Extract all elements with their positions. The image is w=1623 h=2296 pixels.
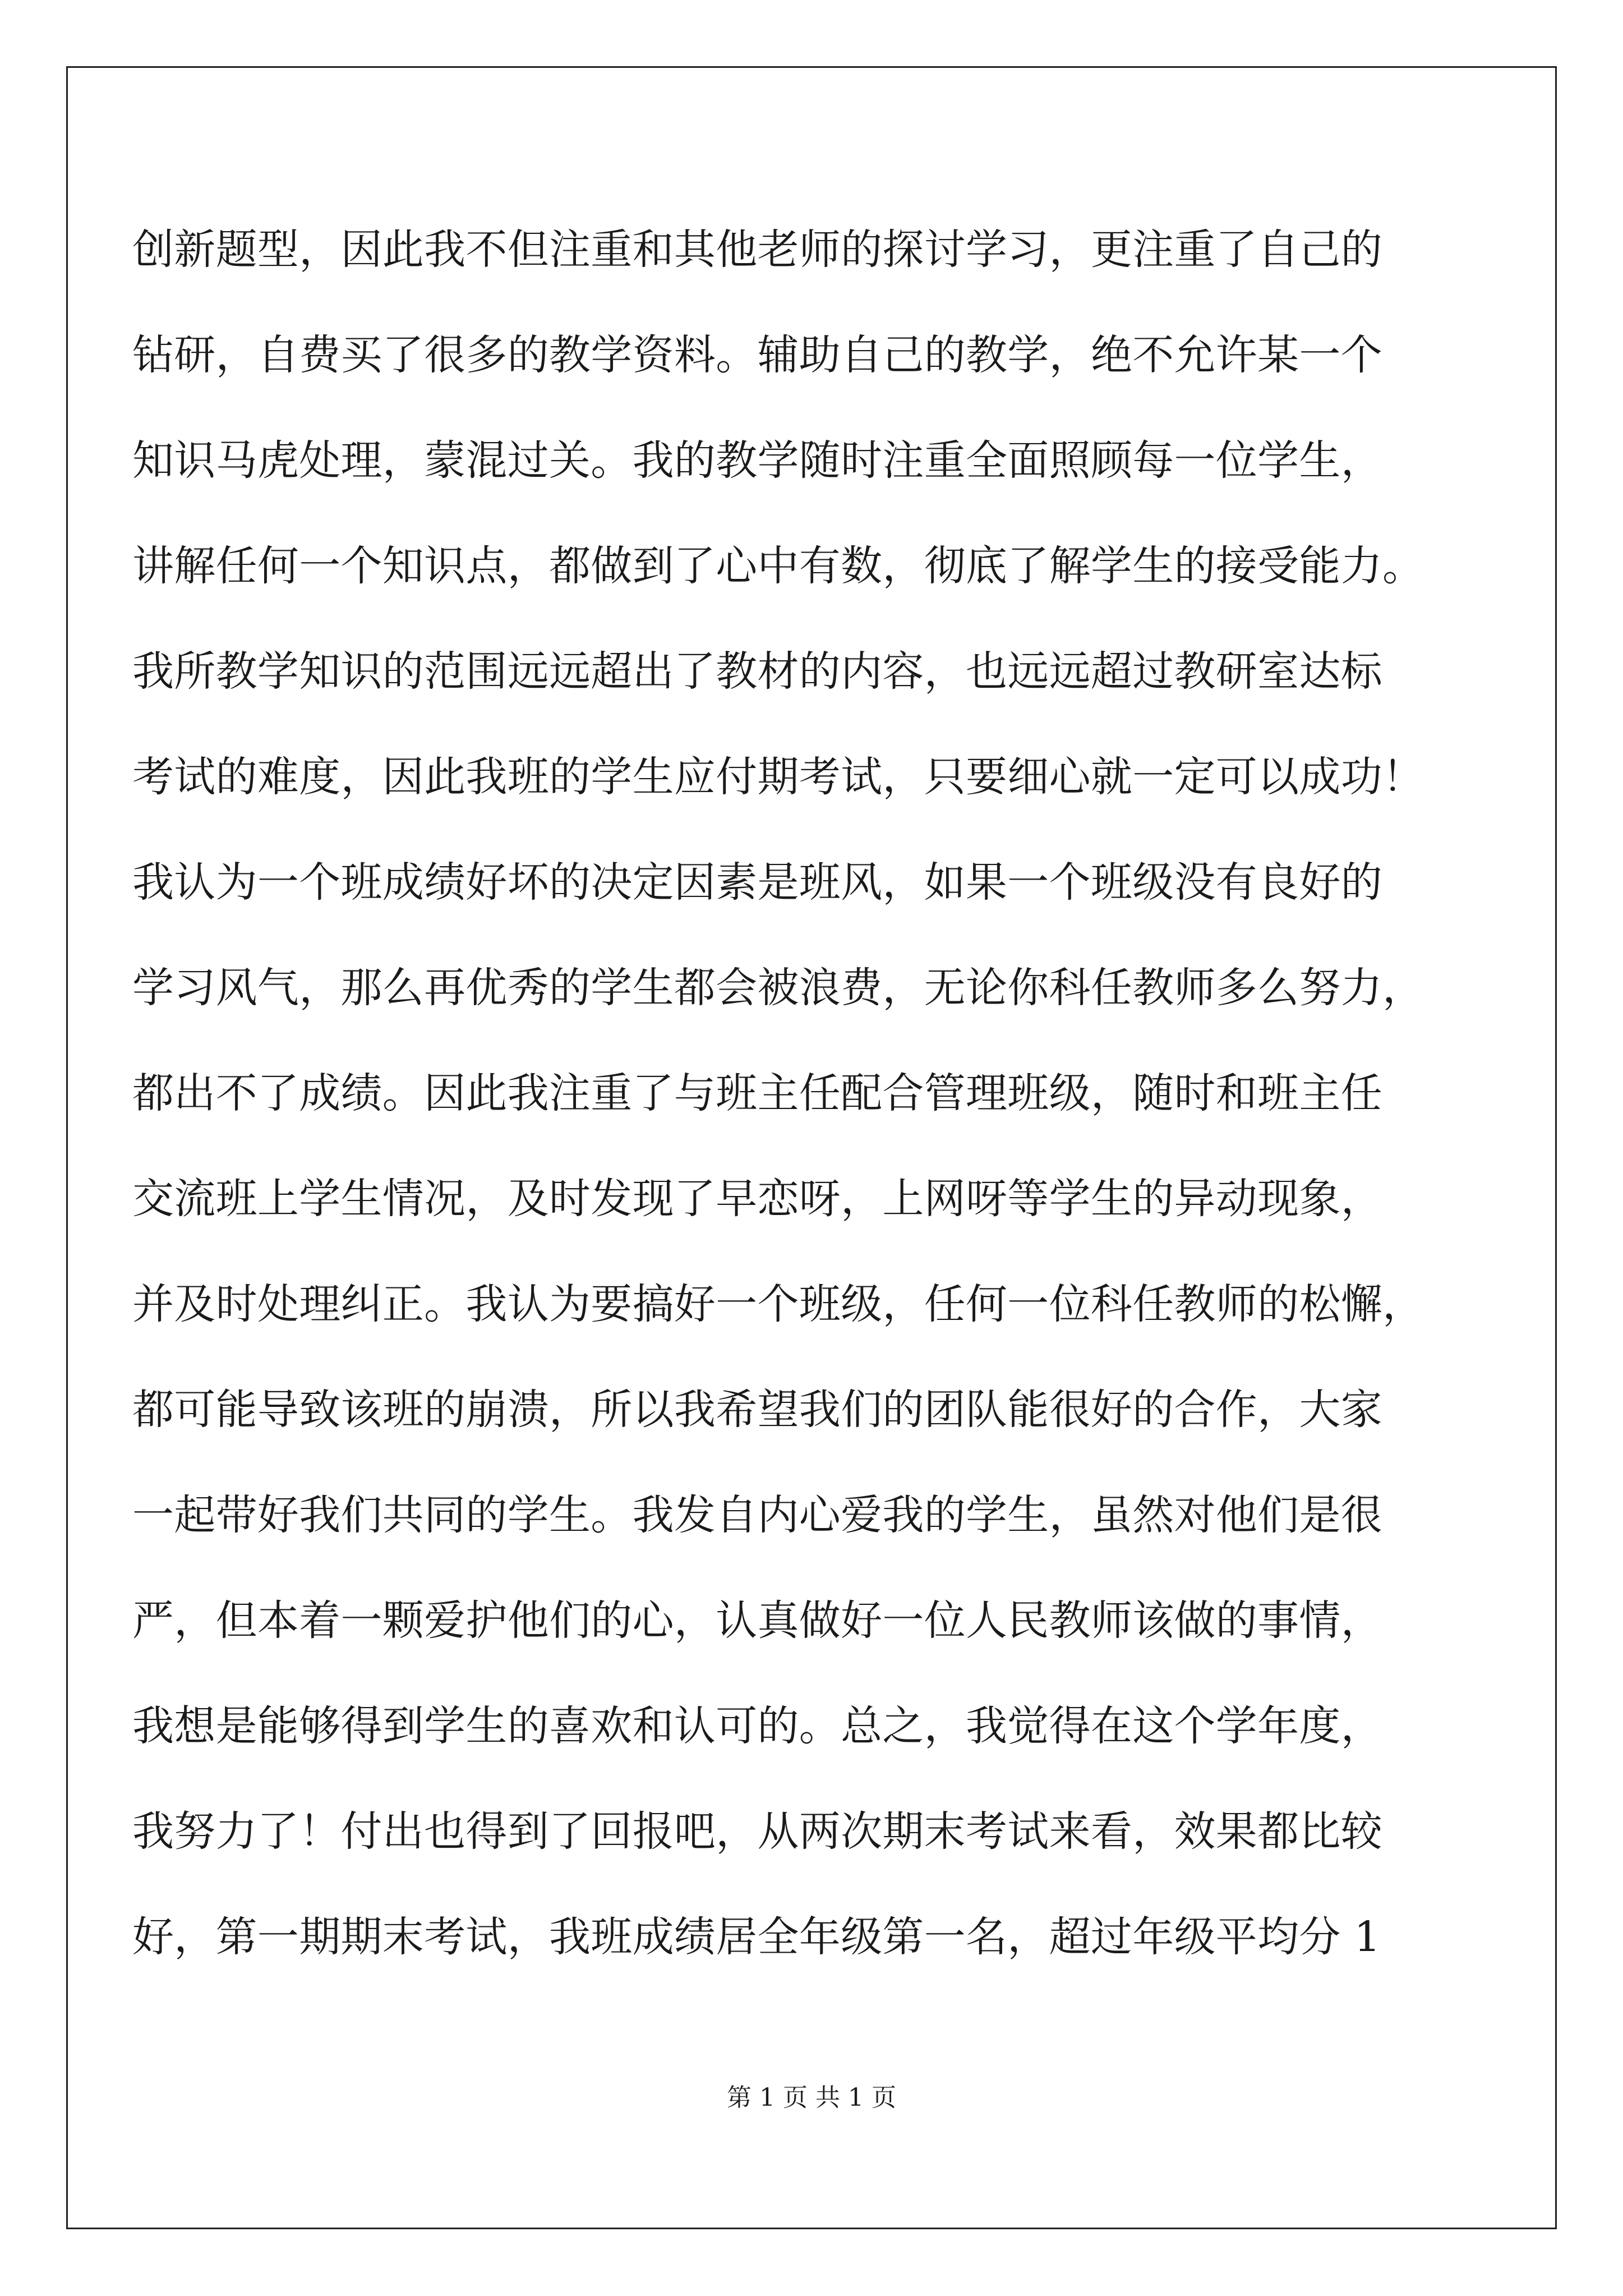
text-line: 我想是能够得到学生的喜欢和认可的。总之，我觉得在这个学年度， [132, 1702, 1382, 1750]
text-line: 讲解任何一个知识点，都做到了心中有数，彻底了解学生的接受能力。 [132, 542, 1424, 590]
page-footer: 第 1 页 共 1 页 [727, 2083, 896, 2112]
text-line: 创新题型，因此我不但注重和其他老师的探讨学习，更注重了自己的 [132, 226, 1382, 274]
text-line: 考试的难度，因此我班的学生应付期考试，只要细心就一定可以成功！ [132, 753, 1424, 801]
text-line: 钻研，自费买了很多的教学资料。辅助自己的教学，绝不允许某一个 [132, 331, 1382, 379]
text-line: 严，但本着一颗爱护他们的心，认真做好一位人民教师该做的事情， [132, 1596, 1382, 1645]
text-line: 并及时处理纠正。我认为要搞好一个班级，任何一位科任教师的松懈， [132, 1280, 1424, 1328]
text-line: 我认为一个班成绩好坏的决定因素是班风，如果一个班级没有良好的 [132, 858, 1382, 907]
text-line: 都出不了成绩。因此我注重了与班主任配合管理班级，随时和班主任 [132, 1069, 1382, 1117]
text-line: 学习风气，那么再优秀的学生都会被浪费，无论你科任教师多么努力， [132, 964, 1424, 1012]
text-line: 一起带好我们共同的学生。我发自内心爱我的学生，虽然对他们是很 [132, 1491, 1382, 1539]
page-border [66, 66, 1557, 2229]
text-line: 交流班上学生情况，及时发现了早恋呀，上网呀等学生的异动现象， [132, 1175, 1382, 1223]
text-line: 我努力了！付出也得到了回报吧，从两次期末考试来看，效果都比较 [132, 1807, 1382, 1856]
text-line: 我所教学知识的范围远远超出了教材的内容，也远远超过教研室达标 [132, 647, 1382, 696]
text-line: 知识马虎处理，蒙混过关。我的教学随时注重全面照顾每一位学生， [132, 436, 1382, 485]
text-line: 都可能导致该班的崩溃，所以我希望我们的团队能很好的合作，大家 [132, 1386, 1382, 1434]
text-line: 好，第一期期末考试，我班成绩居全年级第一名，超过年级平均分 1 [132, 1913, 1381, 1961]
